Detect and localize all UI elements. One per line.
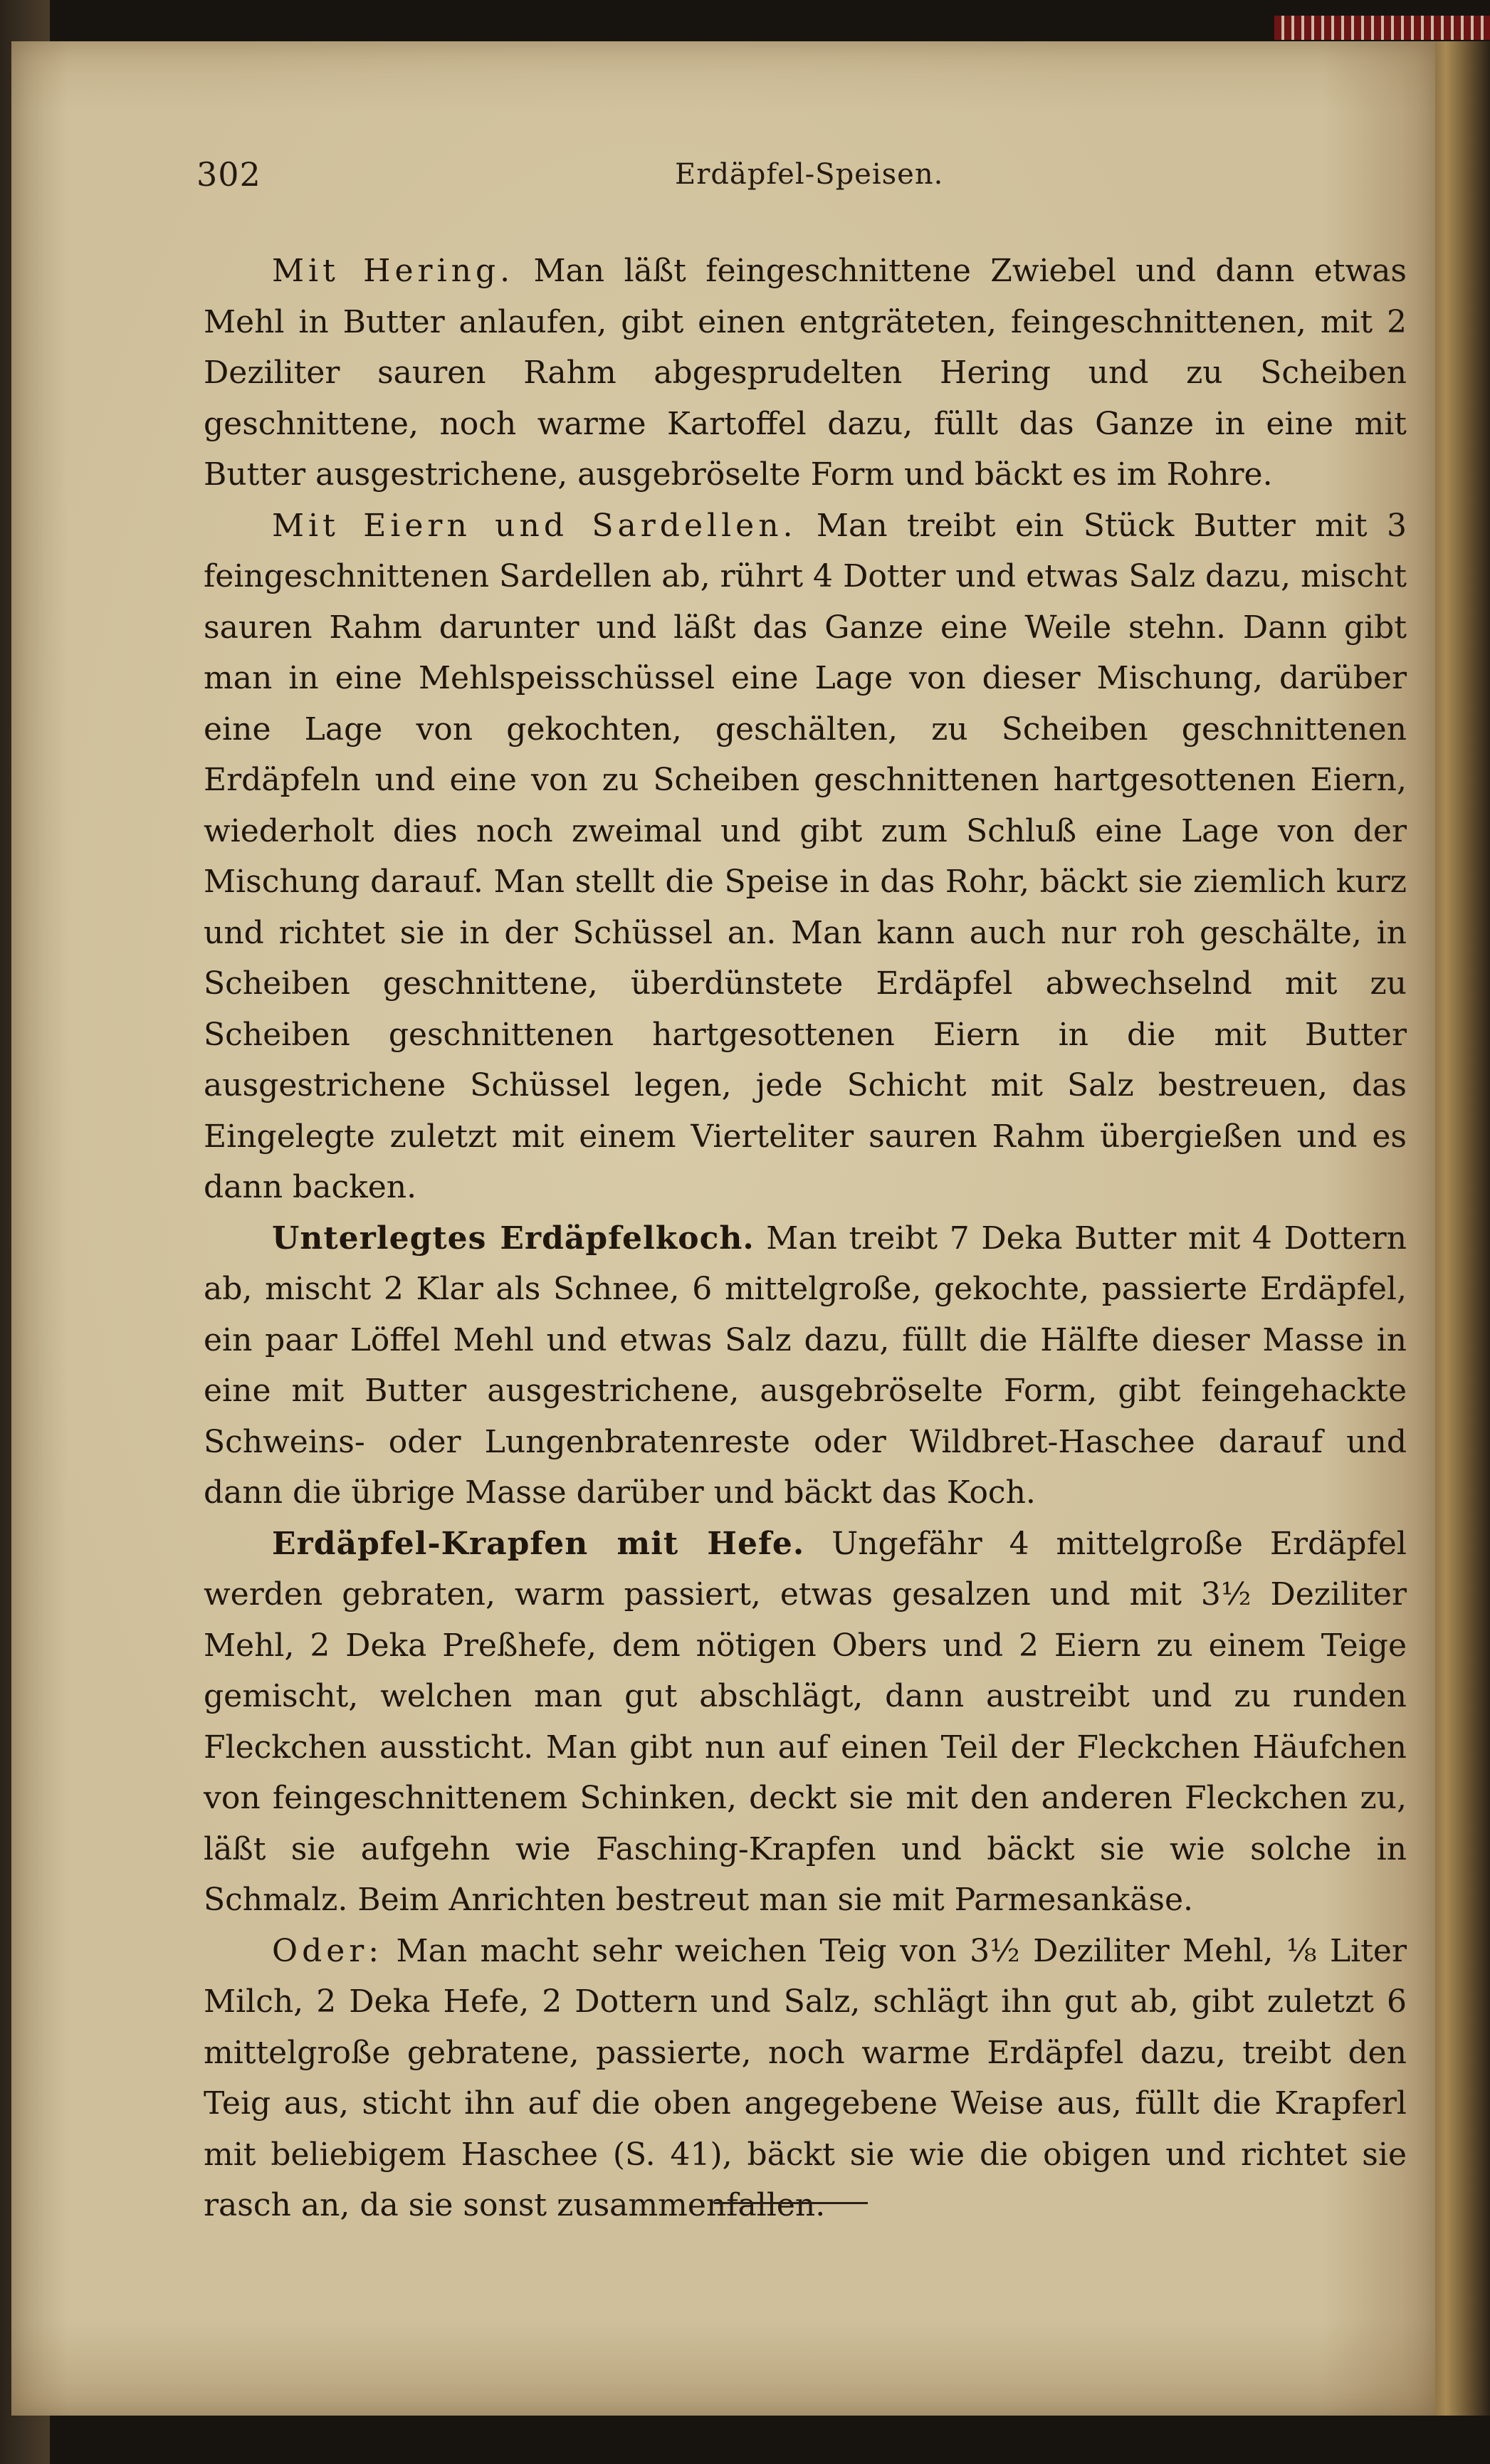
recipe-title: Mit Eiern und Sardellen.: [272, 507, 797, 544]
bookmark-ribbon: [1274, 16, 1490, 40]
recipe-paragraph: [204, 246, 1407, 500]
recipe-title: Erdäpfel-Krapfen mit Hefe.: [272, 1525, 805, 1562]
page-header: [196, 155, 1407, 198]
recipe-text: Man treibt 7 Deka Butter mit 4 Dottern ab, mischt 2 Klar als Schnee, 6 mittelgroße, gekochte, passierte Erdäpfel, ein paar Löffel Mehl und etwas Salz dazu, füllt die Hälfte dieser Masse in eine mit Butter ausgestrichene, ausgebröselte Form, gibt feingehackte Schweins- oder Lungenbratenreste oder Wildbret-Haschee darauf und dann die übrige Masse darüber und bäckt das Koch.: [204, 1220, 1407, 1511]
page-edge-shadow: [1435, 41, 1490, 2416]
recipe-title: Unterlegtes Erdäpfelkoch.: [272, 1220, 755, 1257]
recipe-text: Man treibt ein Stück Butter mit 3 feingeschnittenen Sardellen ab, rührt 4 Dotter und etwas Salz dazu, mischt sauren Rahm darunter und läßt das Ganze eine Weile stehn. Dann gibt man in eine Mehlspeisschüssel eine Lage von dieser Mischung, darüber eine Lage von gekochten, geschälten, zu Scheiben geschnittenen Erdäpfeln und eine von zu Scheiben geschnittenen hartgesottenen Eiern, wiederholt dies noch zweimal und gibt zum Schluß eine Lage von der Mischung darauf. Man stellt die Speise in das Rohr, bäckt sie ziemlich kurz und richtet sie in der Schüssel an. Man kann auch nur roh geschälte, in Scheiben geschnittene, überdünstete Erdäpfel abwechselnd mit zu Scheiben geschnittenen hartgesottenen Eiern in die mit Butter ausgestrichene Schüssel legen, jede Schicht mit Salz bestreuen, das Eingelegte zuletzt mit einem Vierteliter sauren Rahm übergießen und es dann backen.: [204, 507, 1407, 1205]
recipe-title: Oder:: [272, 1932, 384, 1969]
page-body: [204, 246, 1407, 2231]
section-divider: [714, 2202, 868, 2204]
recipe-text: Man macht sehr weichen Teig von 3½ Deziliter Mehl, ⅛ Liter Milch, 2 Deka Hefe, 2 Dottern und Salz, schlägt ihn gut ab, gibt zuletzt 6 mittelgroße gebratene, passierte, noch warme Erdäpfel dazu, treibt den Teig aus, sticht ihn auf die oben angegebene Weise aus, füllt die Krapferl mit beliebigem Haschee (S. 41), bäckt sie wie die obigen und richtet sie rasch an, da sie sonst zusammenfallen.: [204, 1932, 1407, 2223]
recipe-paragraph: [204, 1519, 1407, 1926]
recipe-text: Man läßt feingeschnittene Zwiebel und dann etwas Mehl in Butter anlaufen, gibt einen entgräteten, feingeschnittenen, mit 2 Deziliter sauren Rahm abgesprudelten Hering und zu Scheiben geschnittene, noch warme Kartoffel dazu, füllt das Ganze in eine mit Butter ausgestrichene, ausgebröselte Form und bäckt es im Rohre.: [204, 253, 1407, 493]
page-number: 302: [196, 155, 261, 194]
recipe-text: Ungefähr 4 mittelgroße Erdäpfel werden gebraten, warm passiert, etwas gesalzen und mit 3½ Deziliter Mehl, 2 Deka Preßhefe, dem nötigen Obers und 2 Eiern zu einem Teige gemischt, welchen man gut abschlägt, dann austreibt und zu runden Fleckchen aussticht. Man gibt nun auf einen Teil der Fleckchen Häufchen von feingeschnittenem Schinken, deckt sie mit den anderen Fleckchen zu, läßt sie aufgehn wie Fasching-Krapfen und bäckt sie wie solche in Schmalz. Beim Anrichten bestreut man sie mit Parmesankäse.: [204, 1525, 1407, 1918]
recipe-paragraph: [204, 500, 1407, 1213]
recipe-paragraph: [204, 1213, 1407, 1519]
running-head: Erdäpfel-Speisen.: [675, 158, 944, 191]
recipe-paragraph: [204, 1926, 1407, 2231]
recipe-title: Mit Hering.: [272, 253, 515, 289]
